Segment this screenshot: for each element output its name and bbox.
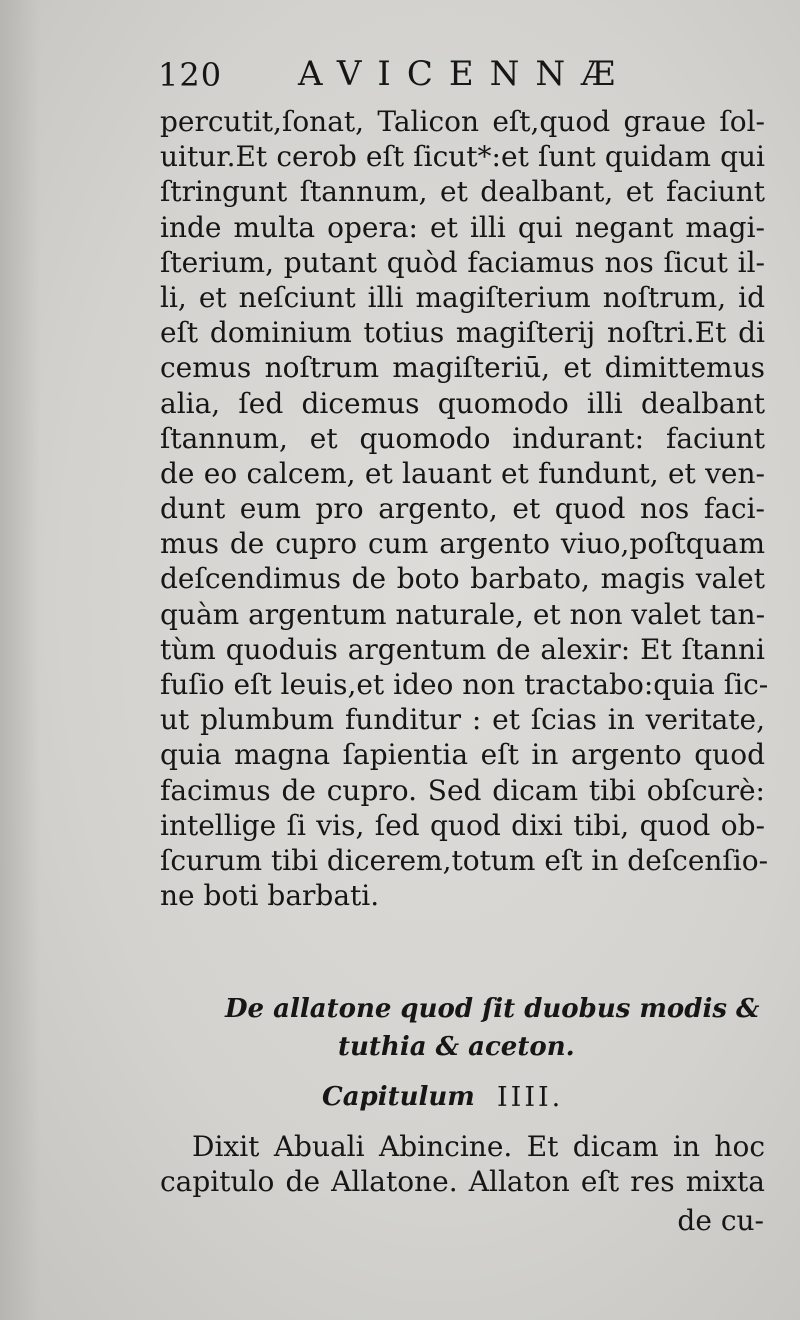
text-line: fuſio eſt leuis,et ideo non tractabo:quia ſic- (160, 668, 769, 701)
text-line: Dixit Abuali Abincine. Et dicam in hoc (192, 1130, 765, 1163)
text-line: ſcurum tibi dicerem,totum eſt in deſcenſio- (160, 843, 769, 877)
text-line: uitur.Et cerob eſt ſicut*:et ſunt quidam qui (160, 140, 765, 174)
text-line: intellige ſi vis, ſed quod dixi tibi, quod ob- (160, 808, 765, 842)
text-line: alia, ſed dicemus quomodo illi dealbant (160, 386, 765, 420)
text-line: cemus noſtrum magiſteriū, et dimittemus (160, 351, 765, 385)
chapter-text-block (160, 1128, 765, 1198)
main-text-block (160, 104, 769, 913)
text-line: percutit,ſonat, Talicon eſt,quod graue ſol- (160, 105, 765, 138)
text-line: ſtannum, et quomodo indurant: faciunt (160, 421, 765, 455)
text-line: ut plumbum funditur : et ſcias in veritate, (160, 703, 765, 737)
text-line: inde multa opera: et illi qui negant magi- (160, 210, 765, 244)
page-header (158, 50, 658, 100)
text-line: li, et neſciunt illi magiſterium noſtrum, id (160, 280, 765, 314)
gutter-shadow (0, 0, 40, 1320)
section-heading-line-2: tuthia & aceton. (338, 1032, 575, 1062)
text-line: quàm argentum naturale, et non valet tan- (160, 597, 766, 631)
chapter-label: Capitulum (322, 1082, 475, 1112)
text-line: tùm quoduis argentum de alexir: Et ſtanni (160, 632, 765, 666)
text-line: ſtringunt ſtannum, et dealbant, et faciunt (160, 175, 765, 209)
running-title: AVICENNÆ (298, 54, 632, 94)
text-line: ne boti barbati. (160, 879, 380, 913)
text-line: dunt eum pro argento, et quod nos faci- (160, 492, 765, 526)
section-heading-line-1: De allatone quod ſit duobus modis & (225, 994, 760, 1024)
text-line: eſt dominium totius magiſterij noſtri.Et di (160, 316, 765, 350)
page-number: 120 (158, 56, 223, 94)
text-line: mus de cupro cum argento viuo,poſtquam (160, 527, 765, 561)
text-line: deſcendimus de boto barbato, magis valet (160, 562, 765, 596)
chapter-number: IIII. (497, 1082, 564, 1113)
text-line: ſterium, putant quòd faciamus nos ſicut il- (160, 245, 765, 279)
text-line: facimus de cupro. Sed dicam tibi obſcurè: (160, 773, 765, 807)
text-line: quia magna ſapientia eſt in argento quod (160, 738, 765, 772)
catchword: de cu- (677, 1204, 764, 1237)
text-line: de eo calcem, et lauant et fundunt, et ven- (160, 456, 765, 490)
text-line: capitulo de Allatone. Allaton eſt res mixta (160, 1165, 765, 1199)
